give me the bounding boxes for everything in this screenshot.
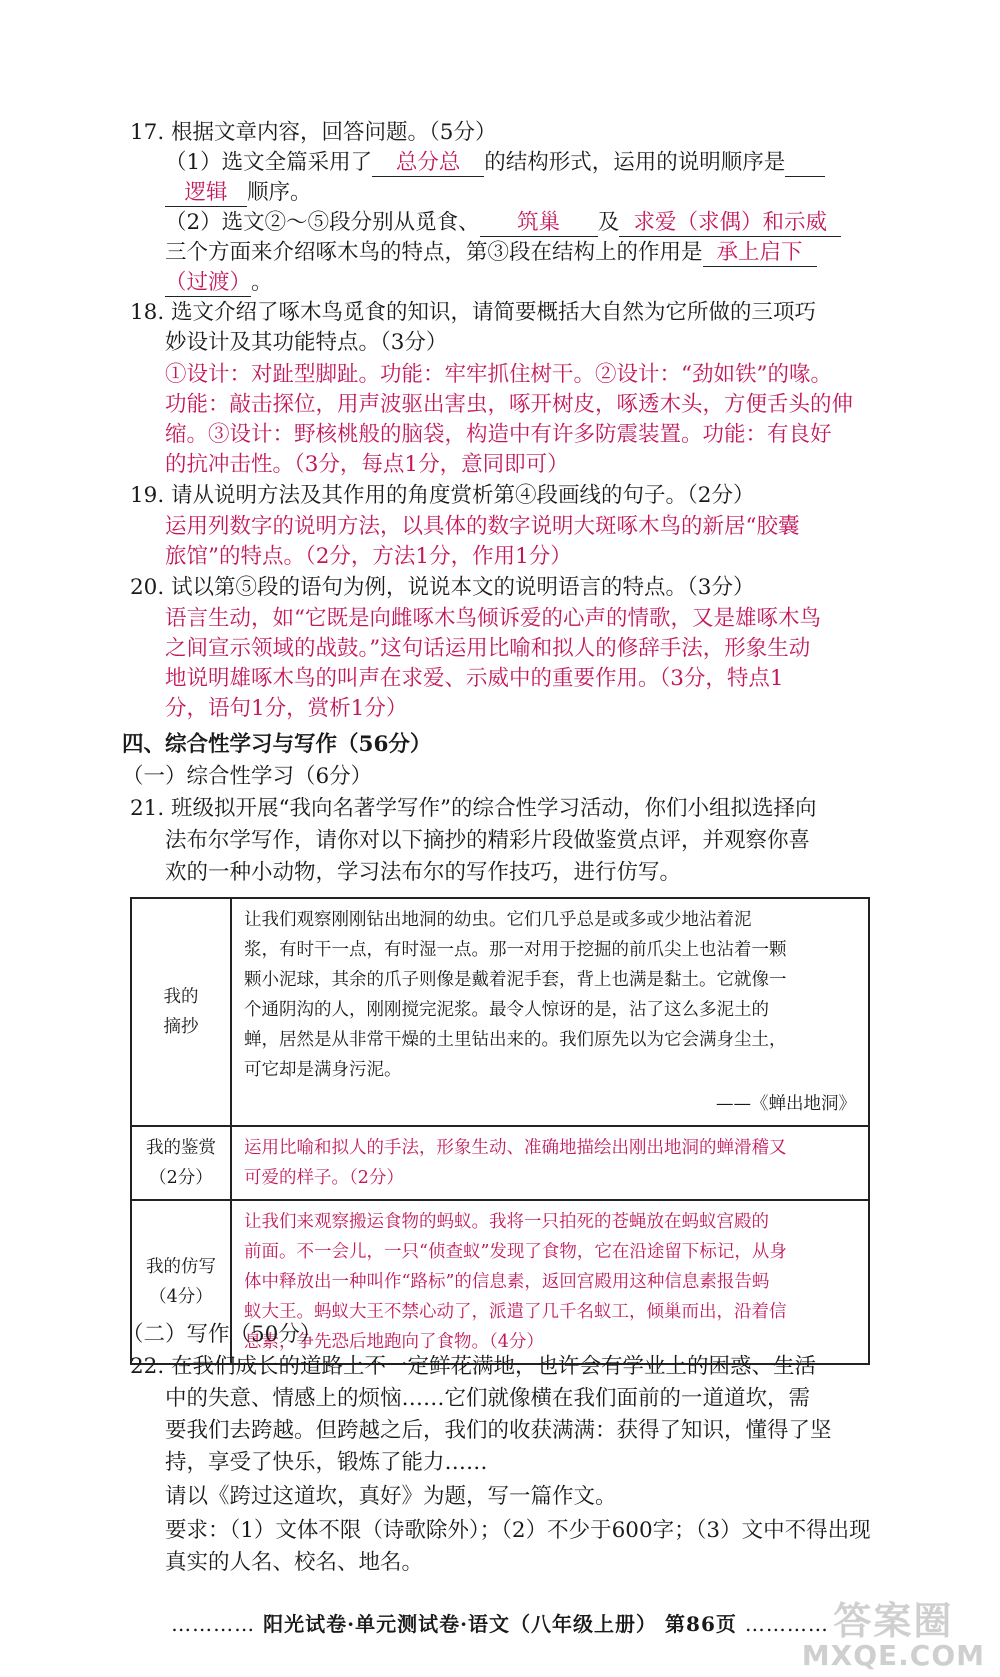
q20-answer-line: 之间宣示领域的战鼓。”这句话运用比喻和拟人的修辞手法，形象生动 [165,636,811,661]
appreciation-line: 可爱的样子。（2分） [244,1168,404,1188]
watermark-logo [802,1601,985,1671]
blank-underline [785,149,825,177]
imitation-line: 息素，争先恐后地跑向了食物。（4分） [244,1332,544,1352]
footer-title: 阳光试卷·单元测试卷·语文（八年级上册） [263,1612,658,1636]
excerpt-line: 个通阴沟的人，刚刚搅完泥浆。最令人惊讶的是，沾了这么多泥土的 [244,1000,769,1020]
page-number: 第86页 [665,1612,737,1636]
q20-stem: 20. 试以第⑤段的语句为例，说说本文的说明语言的特点。（3分） [130,575,755,600]
imitation-line: 蚁大王。蚂蚁大王不禁心动了，派遣了几千名蚁工，倾巢而出，沿着信 [244,1302,787,1322]
imitation-line: 让我们来观察搬运食物的蚂蚁。我将一只拍死的苍蝇放在蚂蚁宫殿的 [244,1212,769,1232]
q18-answer-line: 功能：敲击探位，用声波驱出害虫，啄开树皮，啄透木头，方便舌头的伸 [165,392,854,417]
label-appreciation [131,1126,231,1200]
imitation-line: 体中释放出一种叫作“路标”的信息素，返回宫殿用这种信息素报告蚂 [244,1272,770,1292]
q17-p3-post: 。 [251,270,273,295]
q22-line: 持，享受了快乐，锻炼了能力…… [165,1450,488,1475]
footer-dots: ………… [171,1612,256,1636]
answer-blank-role: 承上启下 [703,239,817,267]
q20-answer-line: 语言生动，如“它既是向雌啄木鸟倾诉爱的心声的情歌，又是雄啄木鸟 [165,606,821,631]
subsection-title: （一）综合性学习（6分） [122,764,373,789]
excerpt-line: 浆，有时干一点，有时湿一点。那一对用于挖掘的前爪尖上也沾着一颗 [244,940,787,960]
footer-dots: ………… [744,1612,829,1636]
q22-requirements: 要求：（1）文体不限（诗歌除外）；（2）不少于600字；（3）文中不得出现 [165,1518,871,1543]
answer-blank-court: 求爱（求偶）和示威 [619,209,841,237]
q20-answer-line: 分，语句1分，赏析1分） [165,696,408,721]
appreciation-cell [231,1126,869,1200]
excerpt-line: 颗小泥球，其余的爪子则像是戴着泥手套，背上也满是黏土。它就像一 [244,970,787,990]
excerpt-line: 蝉，居然是从非常干燥的土里钻出来的。我们原先以为它会满身尘土， [244,1030,787,1050]
q20-answer-line: 地说明雄啄木鸟的叫声在求爱、示威中的重要作用。（3分，特点1 [165,666,784,691]
label-text: （4分） [149,1287,213,1307]
watermark-text: 答案圈 [833,1599,954,1643]
q18-stem-1: 18. 选文介绍了啄木鸟觅食的知识，请简要概括大自然为它所做的三项巧 [130,300,817,325]
q18-answer-line: 缩。③设计：野核桃般的脑袋，构造中有许多防震装置。功能：有良好 [165,422,832,447]
q21-table [130,897,870,1365]
q19-answer-line: 旅馆”的特点。（2分，方法1分，作用1分） [165,544,572,569]
q17-p1-mid: 的结构形式，运用的说明顺序是 [484,150,786,175]
q18-answer-line: 的抗冲击性。（3分，每点1分，意同即可） [165,452,569,477]
q17-stem: 17. 根据文章内容，回答问题。（5分） [130,120,497,145]
q19-answer-line: 运用列数字的说明方法，以具体的数字说明大斑啄木鸟的新居“胶囊 [165,514,800,539]
label-text: （2分） [149,1168,213,1188]
q21-stem-line: 法布尔学写作，请你对以下摘抄的精彩片段做鉴赏点评，并观察你喜 [165,828,811,853]
q22-prompt: 请以《跨过这道坎，真好》为题，写一篇作文。 [165,1484,617,1509]
appreciation-line: 运用比喻和拟人的手法，形象生动、准确地描绘出刚出地洞的蝉滑稽又 [244,1138,787,1158]
q21-stem-line: 欢的一种小动物，学习法布尔的写作技巧，进行仿写。 [165,860,682,885]
answer-blank-order: 逻辑 [165,179,247,207]
q21-stem-line: 21. 班级拟开展“我向名著学写作”的综合性学习活动，你们小组拟选择向 [130,796,817,821]
label-text: 我的鉴赏 [146,1138,216,1158]
q17-part3-cont [165,268,273,298]
answer-blank-role-cont: （过渡） [165,270,252,295]
watermark-url: MXQE.COM [801,1639,985,1672]
imitation-cell [231,1200,869,1364]
imitation-line: 前面。不一会儿，一只“侦查蚁”发现了食物，它在沿途留下标记，从身 [244,1242,787,1262]
q17-p2-pre: （2）选文②～⑤段分别从觅食、 [165,210,480,235]
q17-part1 [165,148,825,178]
excerpt-source: ——《蝉出地洞》 [716,1094,856,1114]
answer-blank-structure: 总分总 [372,149,484,177]
section-title: 四、综合性学习与写作（56分） [122,732,432,757]
subsection-title: （二）写作（50分） [122,1322,322,1347]
q22-line: 22. 在我们成长的道路上不一定鲜花满地，也许会有学业上的困惑、生活 [130,1354,817,1379]
q18-answer-line: ①设计：对趾型脚趾。功能：牢牢抓住树干。②设计：“劲如铁”的喙。 [165,362,832,387]
q18-stem-2: 妙设计及其功能特点。（3分） [165,330,448,355]
excerpt-line: 让我们观察刚刚钻出地洞的幼虫。它们几乎总是或多或少地沾着泥 [244,910,752,930]
q17-p3-pre: 三个方面来介绍啄木鸟的特点，第③段在结构上的作用是 [165,240,703,265]
q22-line: 中的失意、情感上的烦恼……它们就像横在我们面前的一道道坎，需 [165,1386,811,1411]
excerpt-line: 可它却是满身污泥。 [244,1060,402,1080]
answer-blank-nest: 筑巢 [480,209,598,237]
q22-requirements-cont: 真实的人名、校名、地名。 [165,1550,424,1575]
q17-part3 [165,238,817,268]
q17-p1-pre: （1）选文全篇采用了 [165,150,373,175]
label-text: 我的 [163,987,199,1007]
q19-stem: 19. 请从说明方法及其作用的角度赏析第④段画线的句子。（2分） [130,483,755,508]
q17-part1-cont [165,178,312,208]
label-text: 摘抄 [163,1017,199,1037]
q22-line: 要我们去跨越。但跨越之后，我们的收获满满：获得了知识，懂得了坚 [165,1418,832,1443]
q17-p1-post: 顺序。 [247,180,312,205]
table-row [131,898,869,1126]
table-row [131,1126,869,1200]
q17-p2-mid: 及 [597,210,620,235]
excerpt-cell [231,898,869,1126]
q17-part2 [165,208,841,238]
label-excerpt [131,898,231,1126]
label-text: 我的仿写 [146,1257,216,1277]
